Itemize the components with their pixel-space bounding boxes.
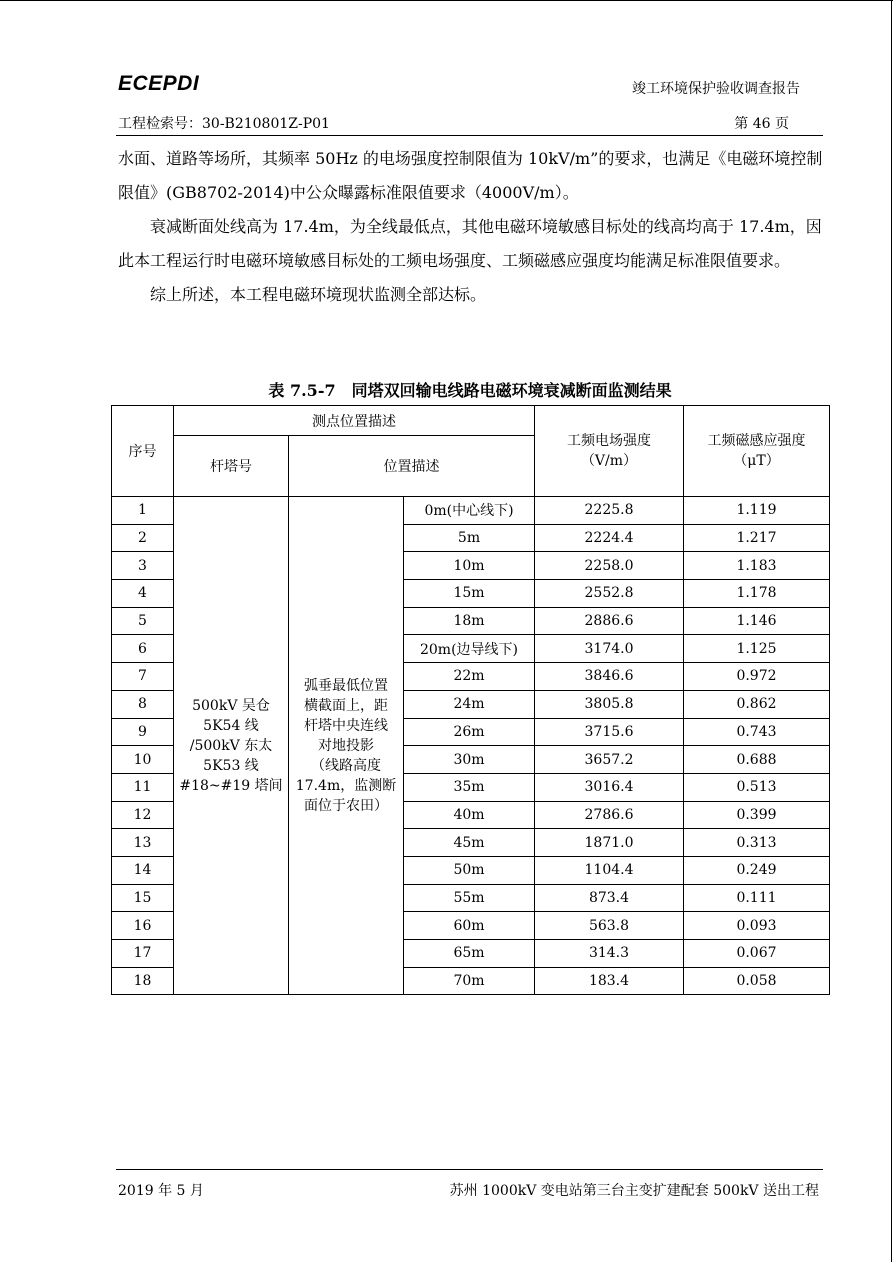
cell-seq: 10: [112, 746, 174, 774]
cell-seq: 17: [112, 940, 174, 968]
cell-b-field: 0.862: [684, 690, 830, 718]
position-desc-line: 面位于农田）: [304, 797, 388, 814]
paragraph: 水面、道路等场所，其频率 50Hz 的电场强度控制限值为 10kV/m”的要求，也满足《电磁环境控制限值》(GB8702-2014)中公众曝露标准限值要求（4000V/m）。: [118, 149, 823, 202]
footer-divider: [116, 1169, 823, 1170]
brand-logo-text: ECEPDI: [118, 72, 200, 95]
cell-seq: 4: [112, 580, 174, 608]
cell-b-field: 1.178: [684, 580, 830, 608]
position-desc-line: 横截面上，距: [304, 697, 388, 714]
cell-e-field: 1104.4: [535, 856, 684, 884]
cell-e-field: 3805.8: [535, 690, 684, 718]
cell-e-field: 2225.8: [535, 497, 684, 525]
cell-b-field: 1.125: [684, 635, 830, 663]
document-number: 工程检索号：30-B210801Z-P01: [118, 116, 330, 132]
cell-distance: 30m: [404, 746, 535, 774]
cell-e-field: 3715.6: [535, 718, 684, 746]
position-desc-line: 对地投影: [318, 737, 374, 754]
cell-distance: 18m: [404, 607, 535, 635]
body-text: [118, 142, 824, 312]
cell-distance: 70m: [404, 967, 535, 995]
cell-distance: 50m: [404, 856, 535, 884]
cell-seq: 1: [112, 497, 174, 525]
header-e-field-label: 工频电场强度: [567, 433, 651, 449]
header-seq: 序号: [112, 406, 174, 497]
cell-distance: 40m: [404, 801, 535, 829]
monitoring-results-table: [111, 405, 830, 995]
position-desc-line: 弧垂最低位置: [304, 677, 388, 694]
cell-b-field: 0.688: [684, 746, 830, 774]
header-b-field-label: 工频磁感应强度: [707, 433, 806, 449]
cell-distance: 22m: [404, 663, 535, 691]
cell-b-field: 0.058: [684, 967, 830, 995]
tower-desc-line: 5K54 线: [203, 717, 259, 734]
cell-e-field: 3657.2: [535, 746, 684, 774]
cell-seq: 9: [112, 718, 174, 746]
page-top-border: [0, 0, 893, 1]
cell-e-field: 2786.6: [535, 801, 684, 829]
header-divider: [116, 135, 823, 136]
header-position: 位置描述: [289, 436, 535, 497]
cell-distance: 20m(边导线下): [404, 635, 535, 663]
cell-distance: 35m: [404, 773, 535, 801]
cell-distance: 10m: [404, 552, 535, 580]
cell-seq: 2: [112, 524, 174, 552]
cell-seq: 18: [112, 967, 174, 995]
cell-seq: 8: [112, 690, 174, 718]
cell-e-field: 1871.0: [535, 829, 684, 857]
cell-b-field: 0.093: [684, 912, 830, 940]
cell-b-field: 1.183: [684, 552, 830, 580]
cell-e-field: 2224.4: [535, 524, 684, 552]
cell-distance: 0m(中心线下): [404, 497, 535, 525]
cell-b-field: 0.111: [684, 884, 830, 912]
cell-seq: 5: [112, 607, 174, 635]
tower-desc-line: #18~#19 塔间: [179, 777, 283, 794]
cell-seq: 16: [112, 912, 174, 940]
footer-project-name: 苏州 1000kV 变电站第三台主变扩建配套 500kV 送出工程: [449, 1183, 819, 1199]
tower-desc-line: 5K53 线: [203, 757, 259, 774]
header-e-field-unit: （V/m）: [580, 453, 638, 469]
cell-e-field: 183.4: [535, 967, 684, 995]
position-desc-line: 17.4m，监测断: [295, 777, 397, 794]
table-caption: 表 7.5-7 同塔双回输电线路电磁环境衰减断面监测结果: [268, 381, 672, 400]
cell-seq: 3: [112, 552, 174, 580]
tower-desc-line: 500kV 吴仓: [192, 697, 270, 714]
cell-distance: 15m: [404, 580, 535, 608]
cell-b-field: 0.743: [684, 718, 830, 746]
cell-distance: 45m: [404, 829, 535, 857]
cell-seq: 13: [112, 829, 174, 857]
cell-b-field: 0.249: [684, 856, 830, 884]
cell-b-field: 1.146: [684, 607, 830, 635]
paragraph: 衰减断面处线高为 17.4m，为全线最低点，其他电磁环境敏感目标处的线高均高于 17.4m，因此本工程运行时电磁环境敏感目标处的工频电场强度、工频磁感应强度均能满足标准限值要求。: [118, 217, 822, 270]
cell-b-field: 0.313: [684, 829, 830, 857]
header-b-field: [684, 406, 830, 497]
cell-seq: 6: [112, 635, 174, 663]
table-row: [112, 497, 830, 525]
cell-distance: 26m: [404, 718, 535, 746]
cell-seq: 14: [112, 856, 174, 884]
cell-e-field: 3016.4: [535, 773, 684, 801]
page-number: 第 46 页: [734, 116, 789, 132]
cell-e-field: 3846.6: [535, 663, 684, 691]
cell-b-field: 0.513: [684, 773, 830, 801]
cell-seq: 12: [112, 801, 174, 829]
cell-b-field: 0.972: [684, 663, 830, 691]
cell-e-field: 873.4: [535, 884, 684, 912]
page-right-border: [891, 0, 892, 1262]
cell-b-field: 0.067: [684, 940, 830, 968]
paragraph: 综上所述，本工程电磁环境现状监测全部达标。: [150, 285, 487, 304]
header-tower: 杆塔号: [174, 436, 289, 497]
report-title: 竣工环境保护验收调查报告: [632, 81, 800, 97]
cell-distance: 24m: [404, 690, 535, 718]
header-b-field-unit: （μT）: [733, 453, 780, 469]
cell-seq: 7: [112, 663, 174, 691]
cell-e-field: 3174.0: [535, 635, 684, 663]
position-desc-line: 杆塔中央连线: [304, 717, 388, 734]
cell-b-field: 1.217: [684, 524, 830, 552]
cell-e-field: 314.3: [535, 940, 684, 968]
cell-distance: 65m: [404, 940, 535, 968]
footer-date: 2019 年 5 月: [118, 1183, 204, 1199]
cell-b-field: 0.399: [684, 801, 830, 829]
tower-desc-line: /500kV 东太: [189, 737, 273, 754]
cell-e-field: 2552.8: [535, 580, 684, 608]
cell-distance: 55m: [404, 884, 535, 912]
cell-e-field: 2258.0: [535, 552, 684, 580]
cell-seq: 11: [112, 773, 174, 801]
cell-e-field: 563.8: [535, 912, 684, 940]
cell-distance: 60m: [404, 912, 535, 940]
cell-e-field: 2886.6: [535, 607, 684, 635]
position-desc-line: （线路高度: [311, 757, 381, 774]
tower-description-cell: [174, 497, 289, 995]
cell-b-field: 1.119: [684, 497, 830, 525]
position-description-cell: [289, 497, 404, 995]
cell-seq: 15: [112, 884, 174, 912]
header-e-field: [535, 406, 684, 497]
cell-distance: 5m: [404, 524, 535, 552]
header-location-group: 测点位置描述: [174, 406, 535, 436]
